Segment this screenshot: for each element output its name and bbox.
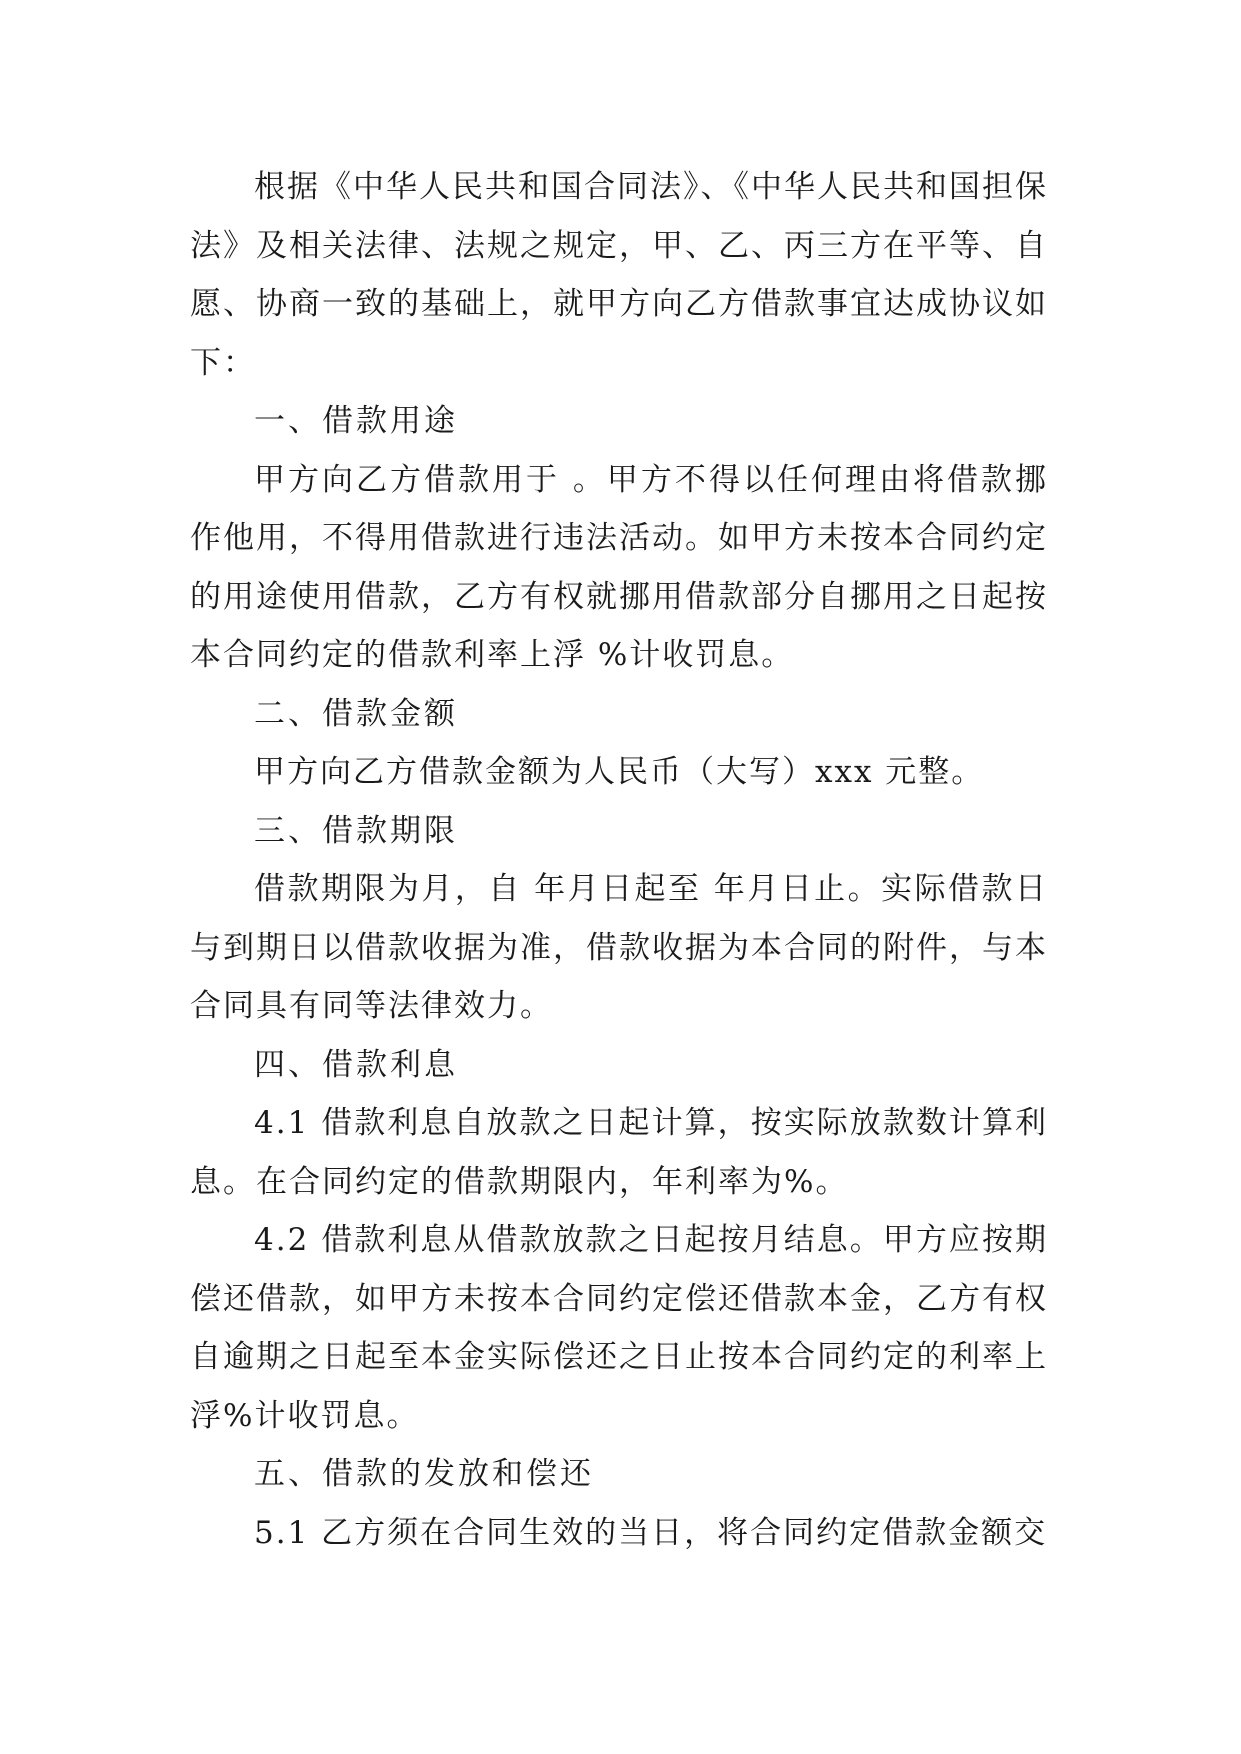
loan-amount-paragraph: 甲方向乙方借款金额为人民币（大写）xxx 元整。 (254, 754, 985, 790)
section-heading-disbursement-repayment: 五、借款的发放和偿还 (254, 1456, 594, 1492)
loan-purpose-paragraph: 甲方向乙方借款用于 。甲方不得以任何理由将借款挪作他用，不得用借款进行违法活动。如甲方未按本合同约定的用途使用借款，乙方有权就挪用借款部分自挪用之日起按本合同约定的借款利率上浮 %计收罚息。 (190, 461, 1048, 673)
loan-term-paragraph: 借款期限为月，自 年月日起至 年月日止。实际借款日与到期日以借款收据为准，借款收据为本合同的附件，与本合同具有同等法律效力。 (190, 871, 1048, 1024)
section-heading-loan-term: 三、借款期限 (254, 812, 458, 849)
disbursement-clause-5-1: 5.1 乙方须在合同生效的当日，将合同约定借款金额交 (254, 1514, 1048, 1551)
document-body (190, 158, 1048, 1562)
section-heading-loan-amount: 二、借款金额 (254, 695, 458, 732)
interest-clause-4-2: 4.2 借款利息从借款放款之日起按月结息。甲方应按期偿还借款，如甲方未按本合同约定偿还借款本金，乙方有权自逾期之日起至本金实际偿还之日止按本合同约定的利率上浮%计收罚息。 (190, 1222, 1048, 1434)
section-heading-loan-purpose: 一、借款用途 (254, 403, 458, 439)
interest-clause-4-1: 4.1 借款利息自放款之日起计算，按实际放款数计算利息。在合同约定的借款期限内，年利率为%。 (190, 1105, 1048, 1200)
section-heading-loan-interest: 四、借款利息 (254, 1046, 458, 1083)
preamble-paragraph: 根据《中华人民共和国合同法》、《中华人民共和国担保法》及相关法律、法规之规定，甲、乙、丙三方在平等、自愿、协商一致的基础上，就甲方向乙方借款事宜达成协议如下： (190, 169, 1048, 381)
